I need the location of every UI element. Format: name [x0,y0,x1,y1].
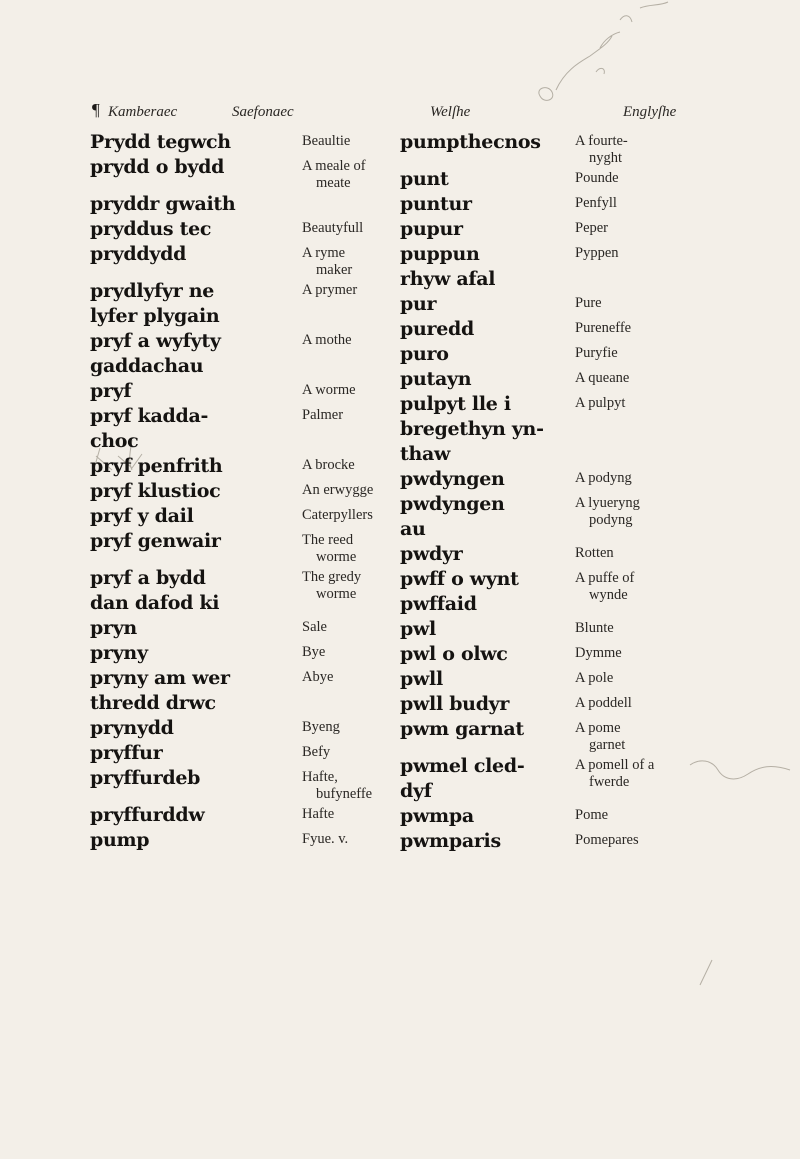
welsh-term-line2: dan dafod ki [90,592,220,614]
english-gloss [575,754,725,791]
welsh-term [400,317,575,342]
english-gloss-line2: worme [316,586,357,602]
entry-row [400,467,780,492]
english-gloss-line1: A poddell [575,695,632,711]
welsh-term-line1: pryddus tec [90,218,212,240]
english-gloss-line1: Byeng [302,719,340,735]
english-gloss-line1: A mothe [302,332,352,348]
welsh-term-line1: pryf a wyfyty [90,330,221,352]
english-gloss-line1: Pomepares [575,832,639,848]
welsh-term-line1: pwmparis [400,830,501,852]
english-gloss-line1: Sale [302,619,327,635]
english-gloss-line1: Rotten [575,545,614,561]
welsh-term [90,803,302,828]
welsh-term-line1: pwll budyr [400,693,510,715]
english-gloss-line1: Fyue. v. [302,831,349,847]
entry-row [400,492,780,542]
welsh-term-line2: rhyw afal [400,268,496,290]
welsh-term [90,716,302,741]
welsh-term [400,192,575,217]
welsh-term [400,392,575,417]
english-gloss-line2: maker [316,262,353,278]
welsh-term-line1: pryf kadda- [90,405,209,427]
english-gloss [575,342,725,362]
welsh-term-line1: bregethyn yn- [400,418,544,440]
welsh-term-line1: pwl o olwc [400,643,508,665]
english-gloss [575,567,725,604]
entry-row [400,567,780,617]
english-gloss [575,130,725,167]
welsh-term-line1: Prydd tegwch [90,131,231,153]
entry-row [400,667,780,692]
welsh-term-line1: pwdyngen [400,468,505,490]
english-gloss-line2: meate [316,175,351,191]
welsh-term [90,616,302,641]
welsh-term [400,492,575,542]
english-gloss-line1: Hafte [302,806,335,822]
english-gloss-line1: Palmer [302,407,344,423]
entry-row [400,192,780,217]
english-gloss-line1: Caterpyllers [302,507,373,523]
welsh-term-line1: pwmpa [400,805,474,827]
welsh-term [90,741,302,766]
welsh-term [90,828,302,853]
entry-row [400,692,780,717]
welsh-term [90,130,302,155]
english-gloss [575,492,725,529]
english-gloss-line1: A worme [302,382,356,398]
paragraph-mark: ¶ [92,100,100,119]
welsh-term-line2: lyfer plygain [90,305,220,327]
welsh-term-line1: pryn [90,617,137,639]
english-gloss-line1: Pure [575,295,602,311]
welsh-term-line1: puntur [400,193,472,215]
welsh-term [400,617,575,642]
english-gloss [575,217,725,237]
english-gloss-line2: podyng [589,512,633,528]
english-gloss [575,367,725,387]
welsh-term [90,529,302,554]
english-gloss-line1: Blunte [575,620,614,636]
welsh-term-line1: pryf genwair [90,530,221,552]
header-saefonaec: Saefonaec [232,104,294,120]
english-gloss-line2: wynde [589,587,628,603]
english-gloss-line1: Beautyfull [302,220,364,236]
english-gloss [575,417,725,420]
entry-row [400,367,780,392]
welsh-term-line1: pryf penfrith [90,455,223,477]
welsh-term-line1: puppun [400,243,480,265]
welsh-term [400,642,575,667]
welsh-term [400,829,575,854]
welsh-term-line1: pryf [90,380,132,402]
header-welshe: Welſhe [430,104,471,120]
english-gloss [575,192,725,212]
welsh-term [90,242,302,267]
english-gloss [575,292,725,312]
welsh-term-line2: thaw [400,443,451,465]
english-gloss-line1: A pomell of a [575,757,655,773]
welsh-term-line1: putayn [400,368,472,390]
welsh-term-line1: pryffurddw [90,804,205,826]
welsh-term-line1: prydd o bydd [90,156,225,178]
english-gloss-line1: A ryme [302,245,346,261]
english-gloss [575,642,725,662]
english-gloss-line2: nyght [589,150,623,166]
welsh-term [90,379,302,404]
welsh-term-line1: pryddydd [90,243,187,265]
english-gloss-line1: Dymme [575,645,622,661]
welsh-term-line2: au [400,518,426,540]
english-gloss-line1: Pureneffe [575,320,632,336]
entry-row [400,317,780,342]
welsh-term [400,217,575,242]
english-gloss-line1: A pole [575,670,614,686]
welsh-term-line2: dyf [400,780,432,802]
english-gloss [575,667,725,687]
welsh-term [400,542,575,567]
english-gloss-line1: The reed [302,532,354,548]
welsh-term [90,279,302,329]
welsh-term [400,667,575,692]
english-gloss [575,804,725,824]
entry-row [400,392,780,417]
english-gloss-line1: A lyueryng [575,495,640,511]
english-gloss [575,467,725,487]
welsh-term [90,192,302,217]
english-gloss-line1: A pome [575,720,621,736]
english-gloss [575,542,725,562]
welsh-term-line2: gaddachau [90,355,204,377]
english-gloss-line1: Penfyll [575,195,617,211]
entry-row [400,754,780,804]
welsh-term [400,692,575,717]
english-gloss-line1: An erwygge [302,482,374,498]
english-gloss [575,692,725,712]
english-gloss-line1: Abye [302,669,334,685]
welsh-term-line1: pryny [90,642,148,664]
welsh-term-line1: pulpyt lle i [400,393,511,415]
english-gloss-line1: A fourte- [575,133,628,149]
welsh-term [400,754,575,804]
welsh-term-line1: pupur [400,218,463,240]
welsh-term [90,404,302,454]
welsh-term-line1: pryf a bydd [90,567,206,589]
welsh-term [90,217,302,242]
welsh-term [90,766,302,791]
entry-row [400,342,780,367]
welsh-term [400,292,575,317]
english-gloss [575,717,725,754]
english-gloss-line1: Puryfie [575,345,618,361]
welsh-term-line1: pryffurdeb [90,767,201,789]
welsh-term-line1: punt [400,168,449,190]
welsh-term-line1: puro [400,343,449,365]
welsh-term-line1: pryny am wer [90,667,230,689]
welsh-term [400,367,575,392]
welsh-term-line1: pwm garnat [400,718,524,740]
welsh-term [90,566,302,616]
header-kamberaec: Kamberaec [108,104,178,120]
welsh-term [90,504,302,529]
english-gloss-line1: Beaultie [302,133,351,149]
english-gloss-line1: A prymer [302,282,358,298]
entry-row [400,242,780,292]
welsh-term-line1: pwl [400,618,436,640]
welsh-term-line1: puredd [400,318,474,340]
english-gloss-line1: Pyppen [575,245,619,261]
welsh-term [90,479,302,504]
welsh-term [400,417,575,467]
entry-row [400,617,780,642]
entry-row [400,717,780,754]
welsh-term [400,567,575,617]
english-gloss-line1: A pulpyt [575,395,626,411]
english-gloss-line1: A queane [575,370,630,386]
entry-row [400,292,780,317]
welsh-term [90,641,302,666]
welsh-term-line1: pryffur [90,742,163,764]
welsh-term-line1: prydlyfyr ne [90,280,215,302]
welsh-term-line2: choc [90,430,139,452]
welsh-term [400,167,575,192]
welsh-term-line1: pur [400,293,437,315]
welsh-term [400,130,575,155]
english-gloss [575,392,725,412]
welsh-term-line1: pumpthecnos [400,131,541,153]
welsh-term [90,454,302,479]
welsh-term-line1: pump [90,829,150,851]
welsh-term [400,467,575,492]
english-gloss-line1: Befy [302,744,331,760]
english-gloss-line2: fwerde [589,774,630,790]
entry-row [400,130,780,167]
welsh-term-line1: pwdyngen [400,493,505,515]
welsh-term-line1: pwff o wynt [400,568,519,590]
welsh-term-line1: pwmel cled- [400,755,525,777]
english-gloss-line1: Bye [302,644,326,660]
english-gloss-line2: worme [316,549,357,565]
welsh-term [400,342,575,367]
welsh-term-line1: pryf y dail [90,505,194,527]
entry-row [400,829,780,854]
entry-row [400,804,780,829]
english-gloss-line1: A meale of [302,158,366,174]
entry-row [400,642,780,667]
english-gloss [575,317,725,337]
english-gloss-line1: A puffe of [575,570,635,586]
english-gloss-line1: Hafte, [302,769,338,785]
entry-row [400,542,780,567]
english-gloss [575,617,725,637]
welsh-term-line1: prynydd [90,717,174,739]
welsh-term-line2: thredd drwc [90,692,216,714]
welsh-term-line2: pwffaid [400,593,477,615]
welsh-term-line1: pryf klustioc [90,480,221,502]
english-gloss-line1: Pome [575,807,609,823]
english-gloss [575,829,725,849]
welsh-term-line1: pwll [400,668,443,690]
english-gloss-line1: A podyng [575,470,632,486]
welsh-term [400,242,575,292]
welsh-term [400,804,575,829]
welsh-term-line1: pryddr gwaith [90,193,236,215]
welsh-term-line1: pwdyr [400,543,463,565]
entry-row [400,167,780,192]
header-englyshe: Englyſhe [623,104,677,120]
english-gloss-line1: The gredy [302,569,362,585]
english-gloss [575,167,725,187]
entry-row [400,217,780,242]
right-column [400,130,780,854]
english-gloss [575,242,725,262]
welsh-term [90,155,302,180]
english-gloss-line1: Peper [575,220,609,236]
english-gloss-line1: Pounde [575,170,619,186]
welsh-term [90,329,302,379]
english-gloss-line2: garnet [589,737,626,753]
entry-row [400,417,780,467]
welsh-term [400,717,575,742]
english-gloss-line1: A brocke [302,457,355,473]
english-gloss-line2: bufyneffe [316,786,373,802]
welsh-term [90,666,302,716]
